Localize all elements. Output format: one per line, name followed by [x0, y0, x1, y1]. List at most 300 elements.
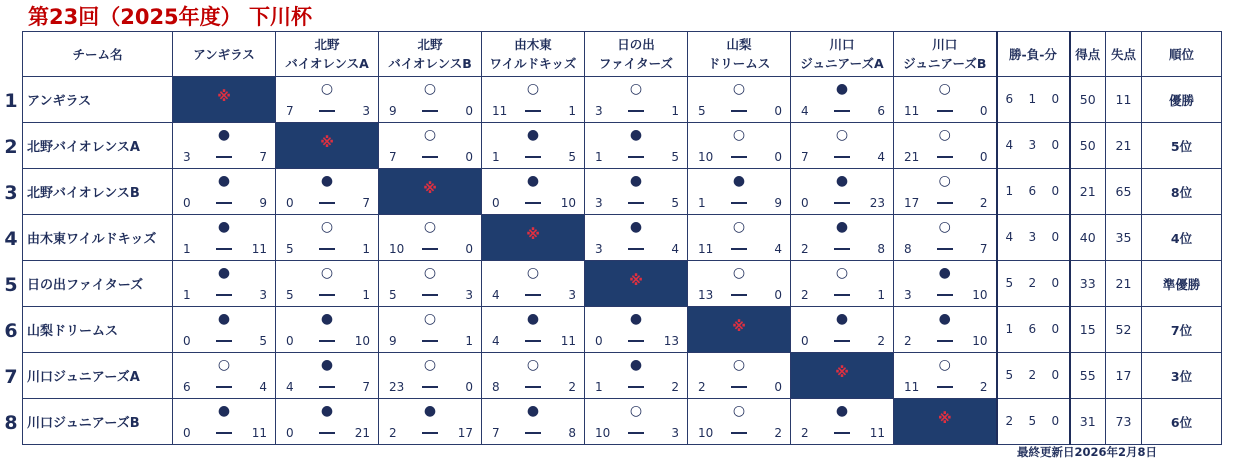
score-for: 4 — [801, 104, 809, 118]
table-row — [23, 399, 1222, 445]
score-dash — [319, 110, 335, 112]
record-draws: 0 — [1051, 230, 1060, 244]
win-symbol: ○ — [320, 265, 334, 281]
match-result — [791, 123, 894, 169]
score-for: 8 — [904, 242, 912, 256]
score-dash — [937, 340, 953, 342]
table-row — [23, 261, 1222, 307]
points-scored: 55 — [1070, 353, 1106, 399]
loss-symbol: ● — [629, 357, 643, 373]
score-for: 0 — [492, 196, 500, 210]
score-against: 0 — [774, 150, 782, 164]
win-symbol: ○ — [938, 357, 951, 373]
match-result — [379, 77, 482, 123]
header-opponent — [173, 32, 276, 77]
score-for: 0 — [801, 334, 809, 348]
header-opponent-line: 川口 — [932, 37, 958, 52]
score-for: 8 — [492, 380, 500, 394]
score-against: 3 — [671, 426, 679, 440]
score-for: 4 — [286, 380, 294, 394]
points-conceded: 73 — [1106, 399, 1142, 445]
points-conceded: 52 — [1106, 307, 1142, 353]
score-against: 0 — [979, 150, 988, 164]
match-result — [173, 399, 276, 445]
win-symbol: ○ — [732, 81, 746, 97]
team-name: 日の出ファイターズ — [23, 261, 173, 307]
row-number: 3 — [4, 182, 18, 204]
win-symbol: ○ — [629, 81, 643, 97]
self-match-mark: ※ — [423, 181, 437, 197]
score-for: 1 — [595, 380, 603, 394]
score-dash — [525, 294, 541, 296]
match-result — [688, 169, 791, 215]
points-conceded: 35 — [1106, 215, 1142, 261]
row-number: 1 — [4, 90, 18, 112]
team-name: 由木東ワイルドキッズ — [23, 215, 173, 261]
score-against: 5 — [259, 334, 267, 348]
score-against: 2 — [568, 380, 576, 394]
record-losses: 5 — [1028, 414, 1037, 428]
header-opponent — [688, 32, 791, 77]
loss-symbol: ● — [217, 311, 231, 327]
record-wins: 4 — [1005, 230, 1014, 244]
score-dash — [834, 156, 850, 158]
match-result — [276, 353, 379, 399]
score-for: 5 — [389, 288, 397, 302]
match-result — [688, 77, 791, 123]
header-opponent — [585, 32, 688, 77]
score-against: 0 — [465, 150, 473, 164]
rank: 5位 — [1142, 123, 1222, 169]
record — [997, 261, 1070, 307]
score-dash — [319, 386, 335, 388]
score-against: 10 — [354, 334, 370, 348]
win-symbol: ○ — [629, 403, 643, 419]
row-number: 2 — [4, 136, 18, 158]
header-opponent — [894, 32, 997, 77]
match-result — [379, 215, 482, 261]
score-dash — [216, 294, 232, 296]
self-match-mark: ※ — [629, 273, 643, 289]
score-against: 0 — [465, 104, 473, 118]
match-result — [791, 307, 894, 353]
win-symbol: ○ — [320, 219, 334, 235]
score-for: 7 — [286, 104, 294, 118]
score-dash — [422, 386, 438, 388]
record-losses: 3 — [1028, 230, 1037, 244]
score-against: 0 — [774, 288, 782, 302]
score-for: 23 — [389, 380, 405, 394]
record-losses: 6 — [1028, 184, 1037, 198]
record — [997, 77, 1070, 123]
score-for: 7 — [801, 150, 809, 164]
header-opponent-line: 山梨 — [726, 37, 752, 52]
win-symbol: ○ — [938, 173, 951, 189]
score-against: 8 — [568, 426, 576, 440]
table-row — [23, 123, 1222, 169]
score-dash — [628, 202, 644, 204]
score-for: 1 — [183, 242, 191, 256]
score-dash — [525, 432, 541, 434]
table-row — [23, 77, 1222, 123]
record-wins: 5 — [1005, 276, 1014, 290]
score-for: 9 — [389, 334, 397, 348]
rank: 4位 — [1142, 215, 1222, 261]
score-against: 10 — [972, 288, 988, 302]
score-dash — [216, 248, 232, 250]
score-dash — [422, 248, 438, 250]
rank: 6位 — [1142, 399, 1222, 445]
self-match-mark: ※ — [835, 365, 849, 381]
match-result — [791, 215, 894, 261]
self-match-cell — [894, 399, 997, 445]
points-conceded: 21 — [1106, 123, 1142, 169]
loss-symbol: ● — [835, 81, 849, 97]
score-against: 4 — [259, 380, 267, 394]
score-dash — [937, 248, 953, 250]
header-opponent-line: バイオレンスB — [388, 56, 472, 71]
record-losses: 2 — [1028, 276, 1037, 290]
score-dash — [628, 248, 644, 250]
score-against: 11 — [251, 426, 267, 440]
score-for: 0 — [286, 426, 294, 440]
row-number: 7 — [4, 366, 18, 388]
self-match-mark: ※ — [217, 89, 231, 105]
match-result — [894, 215, 997, 261]
score-against: 3 — [362, 104, 370, 118]
score-dash — [731, 110, 747, 112]
match-result — [173, 261, 276, 307]
record — [997, 353, 1070, 399]
score-dash — [628, 432, 644, 434]
win-symbol: ○ — [732, 219, 746, 235]
score-dash — [525, 340, 541, 342]
score-dash — [628, 340, 644, 342]
record-draws: 0 — [1051, 414, 1060, 428]
self-match-mark: ※ — [526, 227, 540, 243]
score-for: 11 — [904, 380, 920, 394]
score-against: 4 — [877, 150, 885, 164]
header-opponent-line: ドリームス — [707, 56, 771, 71]
table-row — [23, 307, 1222, 353]
score-for: 0 — [801, 196, 809, 210]
match-result — [276, 261, 379, 307]
score-dash — [937, 202, 953, 204]
table-row — [23, 215, 1222, 261]
match-result — [379, 123, 482, 169]
loss-symbol: ● — [217, 265, 231, 281]
score-for: 0 — [183, 426, 191, 440]
score-dash — [834, 432, 850, 434]
row-number: 4 — [4, 228, 18, 250]
self-match-mark: ※ — [937, 411, 952, 427]
header-team: チーム名 — [23, 32, 173, 77]
record — [997, 215, 1070, 261]
match-result — [276, 399, 379, 445]
score-against: 3 — [465, 288, 473, 302]
match-result — [173, 353, 276, 399]
loss-symbol: ● — [835, 219, 849, 235]
score-dash — [319, 248, 335, 250]
score-for: 0 — [286, 196, 294, 210]
self-match-cell — [688, 307, 791, 353]
loss-symbol: ● — [217, 219, 231, 235]
loss-symbol: ● — [526, 311, 540, 327]
match-result — [894, 77, 997, 123]
score-against: 13 — [663, 334, 679, 348]
score-dash — [422, 432, 438, 434]
match-result — [276, 307, 379, 353]
team-name: 北野バイオレンスB — [23, 169, 173, 215]
score-against: 4 — [671, 242, 679, 256]
record-wins: 2 — [1005, 414, 1014, 428]
rank: 準優勝 — [1142, 261, 1222, 307]
score-against: 17 — [457, 426, 473, 440]
header-opponent-line: ワイルドキッズ — [489, 56, 577, 71]
loss-symbol: ● — [629, 173, 643, 189]
score-dash — [216, 386, 232, 388]
score-for: 21 — [904, 150, 920, 164]
row-number: 6 — [4, 320, 18, 342]
self-match-mark: ※ — [320, 135, 334, 151]
score-against: 1 — [671, 104, 679, 118]
loss-symbol: ● — [938, 311, 951, 327]
header-opponent-line: バイオレンスA — [285, 56, 369, 71]
header-opponent-line: アンギラス — [193, 46, 255, 62]
score-against: 5 — [568, 150, 576, 164]
loss-symbol: ● — [526, 173, 540, 189]
points-scored: 50 — [1070, 123, 1106, 169]
score-dash — [834, 110, 850, 112]
score-for: 1 — [698, 196, 706, 210]
score-for: 9 — [389, 104, 397, 118]
score-dash — [834, 248, 850, 250]
score-dash — [834, 340, 850, 342]
record-wins: 5 — [1005, 368, 1014, 382]
score-dash — [731, 248, 747, 250]
score-dash — [319, 340, 335, 342]
score-against: 6 — [877, 104, 885, 118]
match-result — [379, 353, 482, 399]
score-against: 7 — [259, 150, 267, 164]
score-dash — [319, 202, 335, 204]
score-for: 7 — [389, 150, 397, 164]
win-symbol: ○ — [732, 403, 746, 419]
score-dash — [628, 156, 644, 158]
win-symbol: ○ — [526, 265, 540, 281]
rank: 8位 — [1142, 169, 1222, 215]
match-result — [688, 261, 791, 307]
score-against: 0 — [774, 104, 782, 118]
match-result — [276, 169, 379, 215]
score-against: 1 — [568, 104, 576, 118]
score-dash — [319, 432, 335, 434]
score-against: 23 — [869, 196, 885, 210]
score-against: 11 — [560, 334, 576, 348]
score-for: 10 — [698, 426, 714, 440]
match-result — [173, 307, 276, 353]
rank: 7位 — [1142, 307, 1222, 353]
record-wins: 6 — [1005, 92, 1014, 106]
score-against: 21 — [354, 426, 370, 440]
win-symbol: ○ — [835, 127, 849, 143]
table-row — [23, 353, 1222, 399]
score-dash — [834, 294, 850, 296]
match-result — [791, 169, 894, 215]
score-for: 7 — [492, 426, 500, 440]
score-for: 17 — [904, 196, 920, 210]
points-conceded: 21 — [1106, 261, 1142, 307]
score-dash — [216, 340, 232, 342]
score-dash — [422, 294, 438, 296]
score-against: 4 — [774, 242, 782, 256]
record-draws: 0 — [1051, 92, 1060, 106]
win-symbol: ○ — [320, 81, 334, 97]
header-opponent-line: ジュニアーズB — [903, 56, 987, 71]
match-result — [585, 77, 688, 123]
match-result — [173, 169, 276, 215]
header-opponent-line: 由木東 — [514, 37, 552, 52]
header-opponent-line: 日の出 — [617, 37, 655, 52]
match-result — [482, 399, 585, 445]
score-for: 3 — [595, 242, 603, 256]
points-scored: 50 — [1070, 77, 1106, 123]
record-losses: 1 — [1028, 92, 1037, 106]
loss-symbol: ● — [732, 173, 746, 189]
team-name: 北野バイオレンスA — [23, 123, 173, 169]
match-result — [276, 215, 379, 261]
match-result — [379, 261, 482, 307]
self-match-mark: ※ — [732, 319, 746, 335]
score-for: 2 — [801, 242, 809, 256]
match-result — [688, 353, 791, 399]
loss-symbol: ● — [320, 311, 334, 327]
score-against: 5 — [671, 150, 679, 164]
win-symbol: ○ — [423, 81, 437, 97]
header-opponent — [791, 32, 894, 77]
score-for: 2 — [801, 288, 809, 302]
header-record: 勝-負-分 — [997, 32, 1070, 77]
match-result — [482, 307, 585, 353]
record-draws: 0 — [1051, 138, 1060, 152]
score-dash — [628, 386, 644, 388]
score-for: 3 — [904, 288, 912, 302]
score-for: 11 — [492, 104, 508, 118]
score-against: 7 — [362, 380, 370, 394]
row-number: 8 — [4, 412, 18, 434]
score-dash — [216, 432, 232, 434]
points-conceded: 65 — [1106, 169, 1142, 215]
team-name: アンギラス — [23, 77, 173, 123]
score-against: 8 — [877, 242, 885, 256]
score-against: 0 — [465, 242, 473, 256]
record-draws: 0 — [1051, 184, 1060, 198]
loss-symbol: ● — [320, 403, 334, 419]
record-draws: 0 — [1051, 276, 1060, 290]
match-result — [791, 261, 894, 307]
match-result — [482, 169, 585, 215]
points-conceded: 11 — [1106, 77, 1142, 123]
header-opponent-line: 川口 — [829, 37, 855, 52]
score-dash — [937, 386, 953, 388]
record-draws: 0 — [1051, 322, 1060, 336]
score-against: 2 — [877, 334, 885, 348]
match-result — [894, 307, 997, 353]
score-dash — [937, 110, 953, 112]
record — [997, 399, 1070, 445]
match-result — [482, 353, 585, 399]
self-match-cell — [173, 77, 276, 123]
points-scored: 33 — [1070, 261, 1106, 307]
match-result — [585, 123, 688, 169]
score-for: 5 — [698, 104, 706, 118]
score-dash — [937, 294, 953, 296]
win-symbol: ○ — [732, 127, 746, 143]
score-for: 11 — [904, 104, 920, 118]
score-for: 4 — [492, 288, 500, 302]
win-symbol: ○ — [217, 357, 231, 373]
win-symbol: ○ — [423, 311, 437, 327]
score-against: 11 — [251, 242, 267, 256]
header-row — [23, 32, 1222, 77]
match-result — [688, 399, 791, 445]
score-against: 0 — [979, 104, 988, 118]
loss-symbol: ● — [320, 357, 334, 373]
score-for: 13 — [698, 288, 714, 302]
team-name: 川口ジュニアーズB — [23, 399, 173, 445]
record — [997, 169, 1070, 215]
match-result — [482, 123, 585, 169]
match-result — [585, 399, 688, 445]
score-dash — [628, 110, 644, 112]
score-dash — [937, 156, 953, 158]
score-for: 1 — [492, 150, 500, 164]
score-dash — [216, 156, 232, 158]
score-dash — [731, 432, 747, 434]
match-result — [791, 399, 894, 445]
record-wins: 1 — [1005, 184, 1014, 198]
self-match-cell — [585, 261, 688, 307]
row-number: 5 — [4, 274, 18, 296]
header-opponent — [276, 32, 379, 77]
win-symbol: ○ — [938, 81, 951, 97]
match-result — [585, 215, 688, 261]
score-against: 1 — [465, 334, 473, 348]
score-against: 9 — [774, 196, 782, 210]
score-against: 5 — [671, 196, 679, 210]
score-dash — [731, 156, 747, 158]
loss-symbol: ● — [526, 127, 540, 143]
loss-symbol: ● — [629, 127, 643, 143]
score-against: 2 — [671, 380, 679, 394]
header-rank: 順位 — [1142, 32, 1222, 77]
header-opponent — [482, 32, 585, 77]
score-against: 3 — [568, 288, 576, 302]
points-scored: 40 — [1070, 215, 1106, 261]
team-name: 山梨ドリームス — [23, 307, 173, 353]
match-result — [688, 123, 791, 169]
score-against: 1 — [362, 288, 370, 302]
loss-symbol: ● — [526, 403, 540, 419]
score-against: 2 — [979, 380, 988, 394]
standings-table — [22, 31, 1222, 445]
points-scored: 21 — [1070, 169, 1106, 215]
score-for: 5 — [286, 242, 294, 256]
match-result — [585, 353, 688, 399]
score-dash — [422, 156, 438, 158]
score-dash — [525, 386, 541, 388]
score-for: 10 — [595, 426, 611, 440]
